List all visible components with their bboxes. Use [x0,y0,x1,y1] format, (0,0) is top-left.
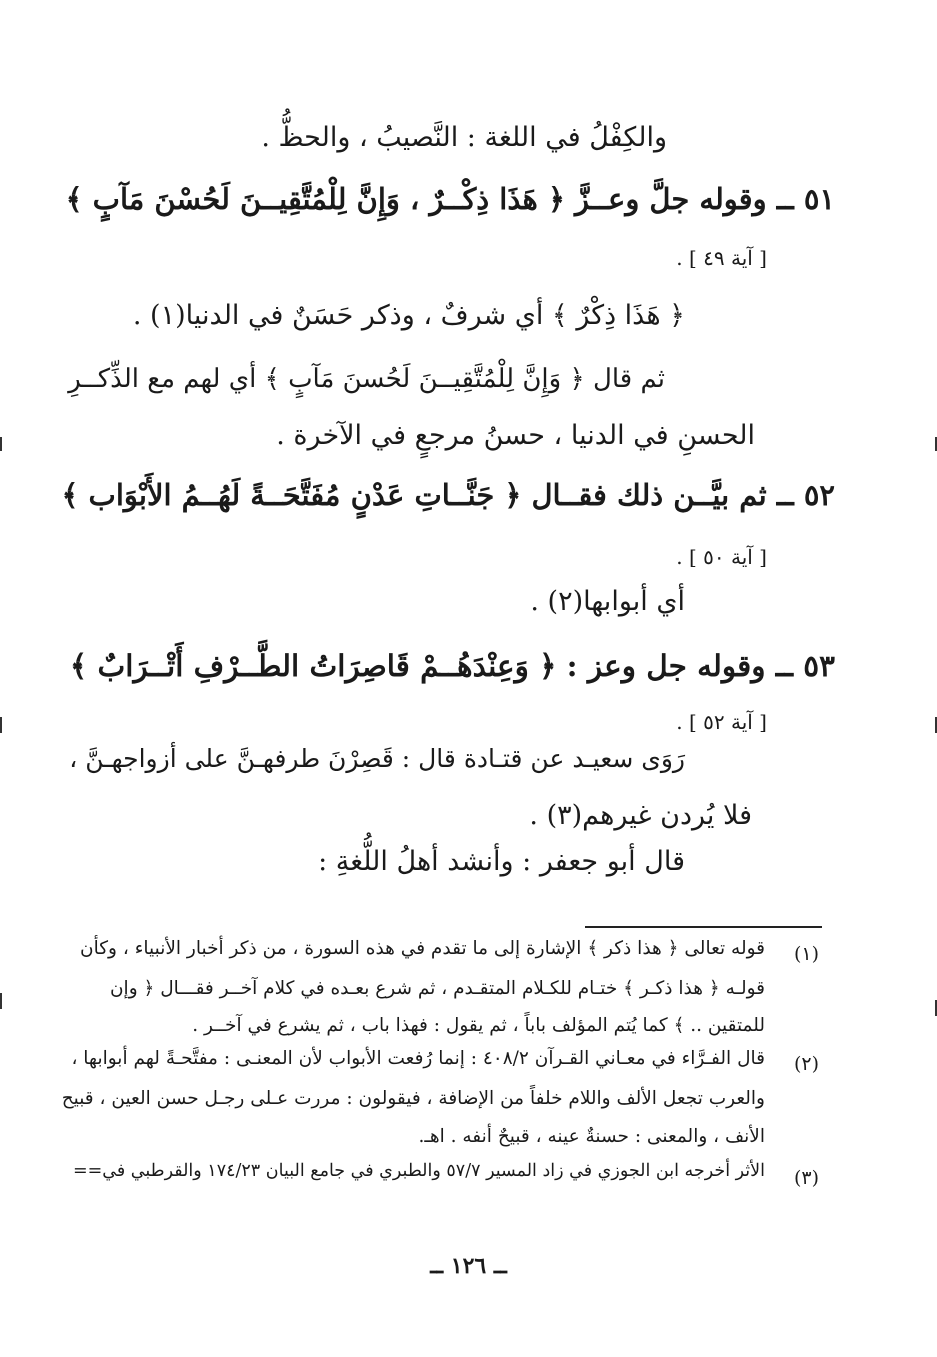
verse-heading-53: ٥٣ ــ وقوله جل وعز : ﴿ وَعِنْدَهُــمْ قَاصِرَاتُ الطَّــرْفِ أَتْــرَابٌ ﴾ [69,648,835,683]
verse-heading-52: ٥٢ ــ ثم بيَّــن ذلك فقــال ﴿ جَنَّــاتِ عَدْنٍ مُفَتَّحَــةً لَهُــمُ الأَبْوَاب ﴾ [61,478,835,512]
verse-reference: [ آية ٥٠ ] . [676,545,767,569]
verse-heading-51: ٥١ ــ وقوله جلَّ وعــزَّ ﴿ هَذَا ذِكْــرٌ ، وَإِنَّ لِلْمُتَّقِيــنَ لَحُسْنَ مَآبٍ ﴾ [65,182,835,216]
footnote-number: (٣) [793,1167,819,1189]
verse-reference: [ آية ٥٢ ] . [676,710,767,734]
verse-reference: [ آية ٤٩ ] . [676,246,767,270]
footnote-line: قولـه ﴿ هذا ذكـر ﴾ ختـام للكـلام المتقـدم ، ثم شرع بعـده في كلام آخــر فقـــال ﴿ وإن [109,978,765,999]
scan-margin-mark [0,717,2,733]
footnote-line: والعرب تجعل الألف واللام خلفاً من الإضافة ، فيقولون : مررت عـلى رجـل حسن العين ، قبيح [61,1088,765,1109]
scan-margin-mark [0,993,2,1009]
text-line: ﴿ هَذَا ذِكْرٌ ﴾ أي شرفٌ ، وذكر حَسَنٌ في الدنيا(١) . [132,300,685,331]
page-number: ــ ١٢٦ ــ [430,1253,507,1279]
footnote-line: للمتقين .. ﴾ كما يُتم المؤلف باباً ، ثم يقول : فهذا باب ، ثم يشرع في آخــر . [192,1015,765,1036]
text-line: فلا يُردن غيرهم(٣) . [529,800,752,831]
scan-margin-mark [0,437,2,451]
text-line: ثم قال ﴿ وَإِنَّ لِلْمُتَّقِيــنَ لَحُسنَ مَآبٍ ﴾ أي لهم مع الذِّكــرِ [68,364,665,394]
footnote-line: الأنف ، والمعنى : حسنةٌ عينه ، قبيحٌ أنفه . اهـ. [418,1126,765,1147]
footnote-number: (١) [793,943,819,965]
footnote-line: الأثر أخرجه ابن الجوزي في زاد المسير ٥٧/٧ والطبري في جامع البيان ١٧٤/٢٣ والقرطبي في== [72,1161,765,1181]
footnote-line: قال الفـرَّاء في معـاني القـرآن ٤٠٨/٢ : إنما رُفعت الأبواب لأن المعنـى : مفتَّحـةً لهم أبوابها ، [71,1048,765,1069]
footnote-line: قوله تعالى ﴿ هذا ذكر ﴾ الإشارة إلى ما تقدم في هذه السورة ، من ذكر أخبار الأنبياء ، وكأن [80,938,765,959]
footnote-separator [585,926,822,928]
text-line: رَوَى سعيـد عن قتـادة قال : قَصِرْنَ طرفهـنَّ على أزواجهـنَّ ، [69,744,685,773]
text-line: أي أبوابها(٢) . [530,586,685,617]
text-line: قال أبو جعفر : وأنشد أهلُ اللُّغةِ : [318,846,685,877]
text-line: الحسنِ في الدنيا ، حسنُ مرجعٍ في الآخرة . [276,420,755,451]
text-line: والكِفْلُ في اللغة : النَّصيبُ ، والحظُّ . [261,122,667,153]
footnote-number: (٢) [793,1053,819,1075]
